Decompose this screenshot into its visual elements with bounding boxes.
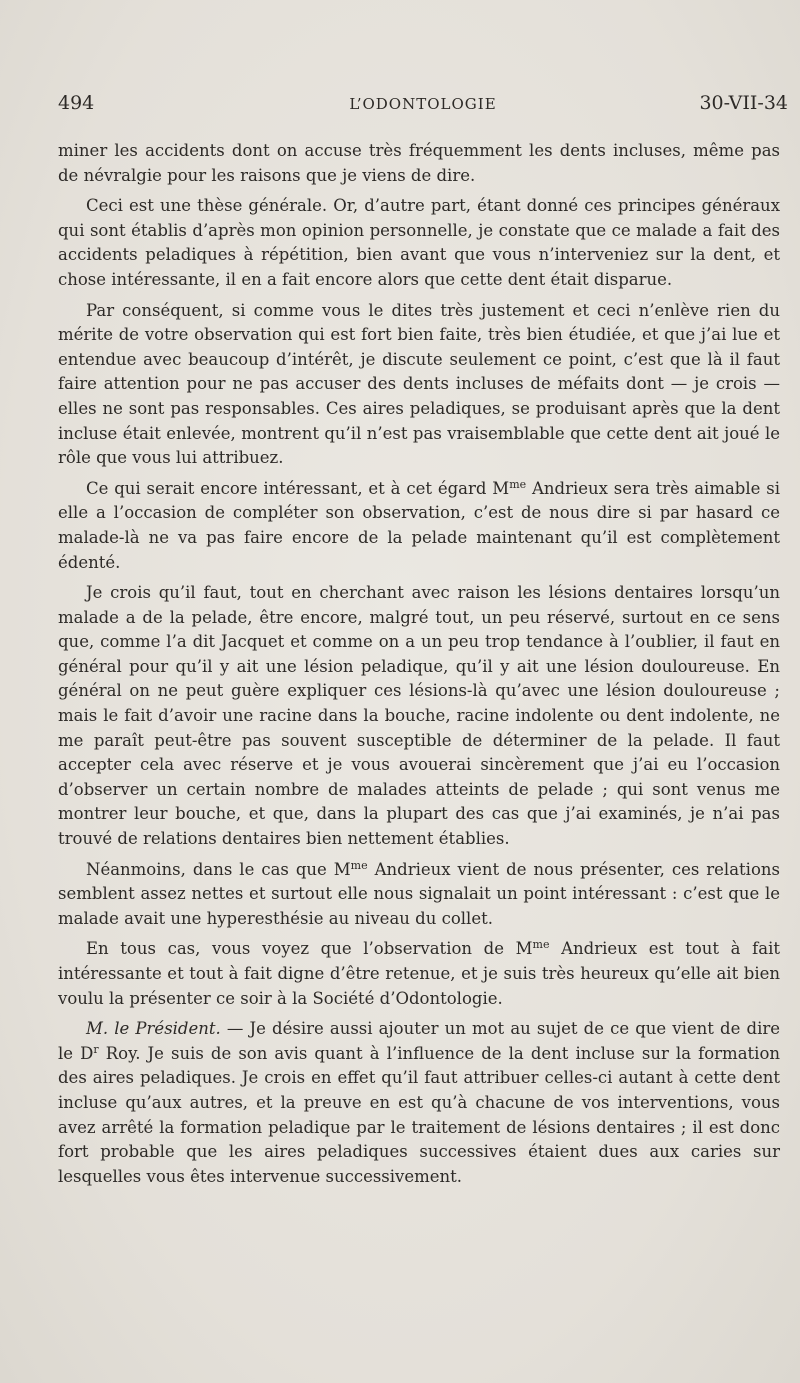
title-abbrev-superscript: r <box>93 1042 99 1056</box>
paragraph-1: miner les accidents dont on accuse très fréquemment les dents incluses, même pas de névralgie pour les raisons que je viens de dire. <box>58 141 780 185</box>
paragraph-6 <box>58 858 780 932</box>
title-abbrev-superscript: me <box>532 938 550 952</box>
paragraph-6-text-b: Andrieux vient de nous présenter, ces relations semblent assez nettes et surtout elle nous signalait un point intéressant : c’est que le malade avait une hyperesthésie au niveau du collet. <box>58 859 780 928</box>
running-header <box>58 92 788 122</box>
article-body <box>58 139 780 1195</box>
paragraph-8-text-a: — Je désire aussi ajouter un mot au sujet de ce que vient de dire le D <box>58 1019 780 1063</box>
speaker-name: M. le Président. <box>86 1019 221 1039</box>
page-number: 494 <box>58 92 95 114</box>
paragraph-4 <box>58 477 780 575</box>
title-abbrev-superscript: me <box>350 858 368 872</box>
paragraph-8-text-b: Roy. Je suis de son avis quant à l’influence de la dent incluse sur la formation des aires peladiques. Je crois en effet qu’il faut attribuer celles-ci autant à cette dent incluse qu’aux autres, et la preuve en est qu’à chacune de vos interventions, vous avez arrêté la formation peladique par le traitement de lésions dentaires ; il est donc fort probable que les aires peladiques successives étaient dues aux caries sur lesquelles vous êtes intervenue successivement. <box>58 1043 781 1186</box>
paragraph-3: Par conséquent, si comme vous le dites très justement et ceci n’enlève rien du mérite de votre observation qui est fort bien faite, très bien étudiée, et que j’ai lue et entendue avec beaucoup d’intérêt, je discute seulement ce point, c’est que là il faut faire attention pour ne pas accuser des dents incluses de méfaits dont — je crois — elles ne sont pas responsables. Ces aires peladiques, se produisant après que la dent incluse était enlevée, montrent qu’il n’est pas vraisemblable que cette dent ait joué le rôle que vous lui attribuez. <box>58 300 780 468</box>
paragraph-7-text-a: En tous cas, vous voyez que l’observation de M <box>86 939 533 959</box>
paragraph-5: Je crois qu’il faut, tout en cherchant avec raison les lésions dentaires lorsqu’un malade a de la pelade, être encore, malgré tout, un peu réservé, surtout en ce sens que, comme l’a dit Jacquet et comme on a un peu trop tendance à l’oublier, il faut en général pour qu’il y ait une lésion peladique, qu’il y ait une lésion douloureuse. En général on ne peut guère expliquer ces lésions-là qu’avec une lésion douloureuse ; mais le fait d’avoir une racine dans la bouche, racine indolente ou dent indolente, ne me paraît peut-être pas souvent susceptible de déterminer de la pelade. Il faut accepter cela avec réserve et je vous avouerai sincèrement que j’ai eu l’occasion d’observer un certain nombre de malades atteints de pelade ; qui sont venus me montrer leur bouche, et que, dans la plupart des cas que j’ai examinés, je n’ai pas trouvé de relations dentaires bien nettement établies. <box>58 583 780 849</box>
paragraph-7-text-b: Andrieux est tout à fait intéressante et tout à fait digne d’être retenue, et je suis très heureux qu’elle ait bien voulu la présenter ce soir à la Société d’Odontologie. <box>58 939 780 1008</box>
paragraph-2: Ceci est une thèse générale. Or, d’autre part, étant donné ces principes généraux qui sont établis d’après mon opinion personnelle, je constate que ce malade a fait des accidents peladiques à répétition, bien avant que vous n’interveniez sur la dent, et chose intéressante, il en a fait encore alors que cette dent était disparue. <box>58 196 780 289</box>
journal-title: L’ODONTOLOGIE <box>349 95 497 113</box>
paragraph-4-text-b: Andrieux sera très aimable si elle a l’occasion de compléter son observation, c’est de nous dire si par hasard ce malade-là ne va pas faire encore de la pelade maintenant qu’il est complètement édenté. <box>58 478 781 572</box>
paragraph-4-text-a: Ce qui serait encore intéressant, et à cet égard M <box>86 478 510 498</box>
paragraph-7 <box>58 937 780 1011</box>
title-abbrev-superscript: me <box>509 477 527 491</box>
paragraph-8 <box>58 1017 780 1189</box>
issue-date: 30-VII-34 <box>699 92 788 114</box>
paragraph-6-text-a: Néanmoins, dans le cas que M <box>86 859 351 879</box>
